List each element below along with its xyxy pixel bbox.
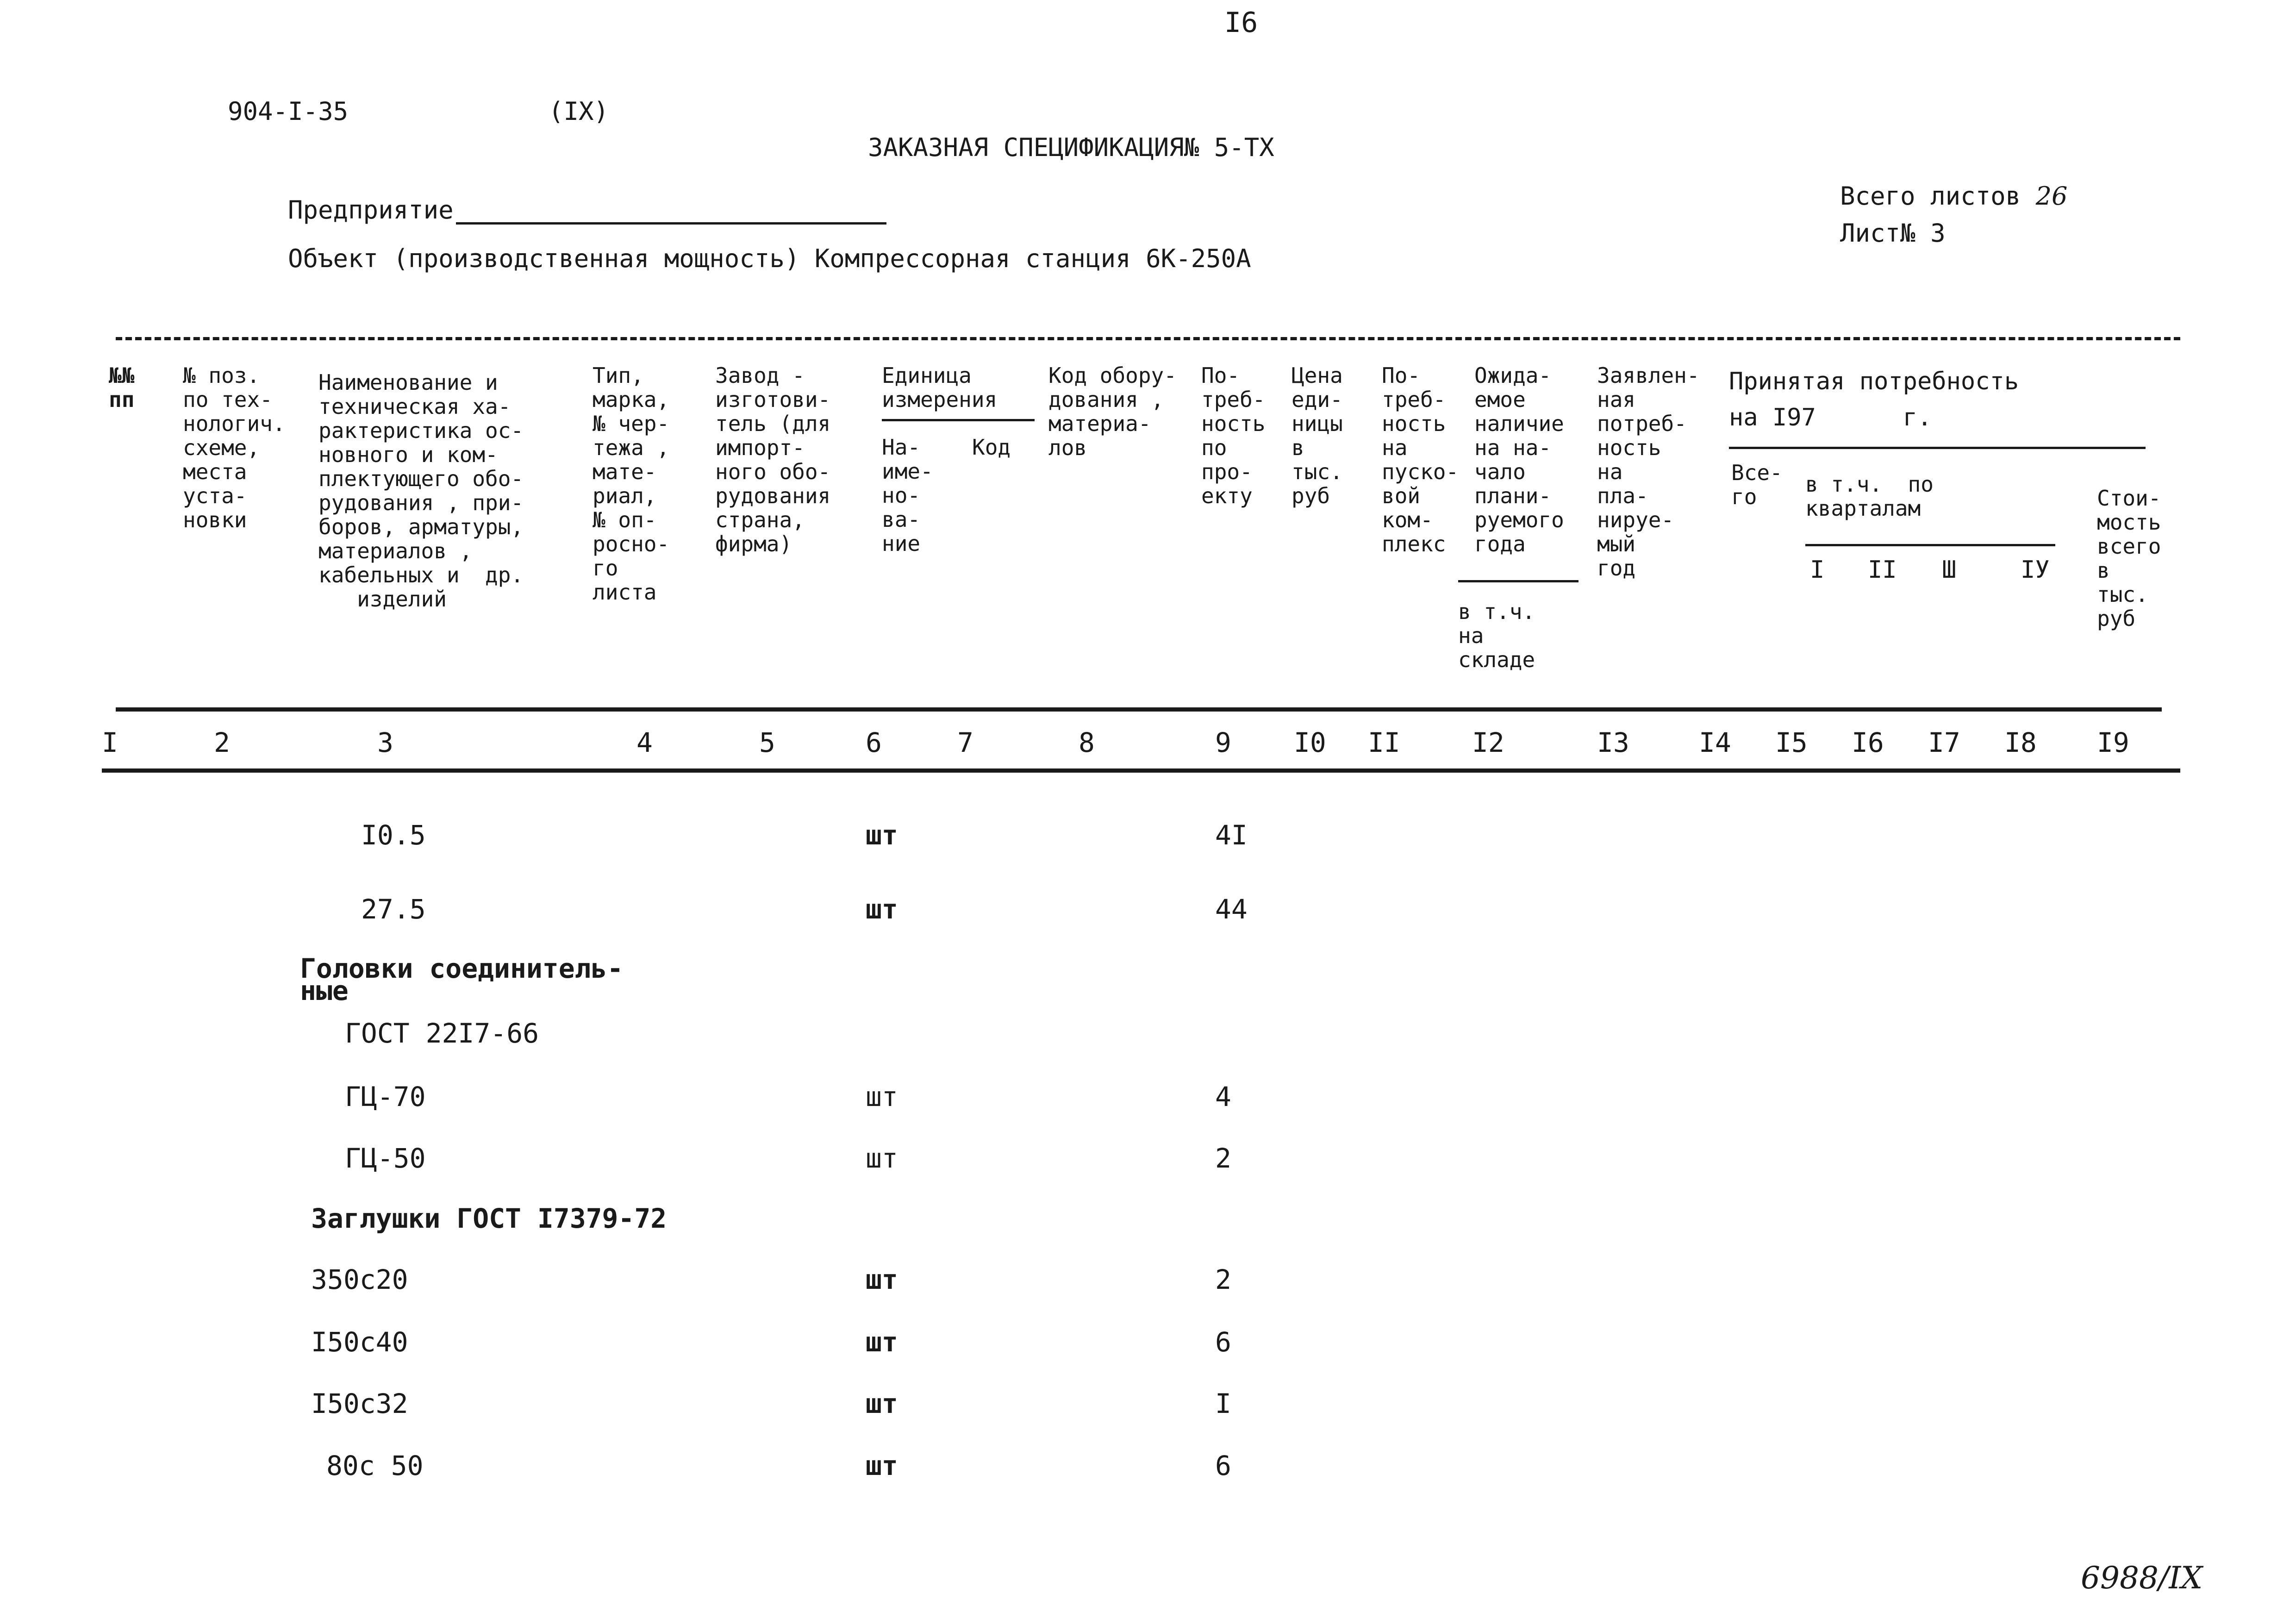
column-number: 6 bbox=[866, 727, 882, 758]
col-11-header: По- треб- ность на пуско- вой ком- плекс bbox=[1382, 363, 1459, 556]
item-qty: 4 bbox=[1215, 1081, 1231, 1112]
column-numbers-rule bbox=[102, 768, 2180, 773]
col-12-sub-rule bbox=[1458, 580, 1578, 582]
col-8-header: Код обору- дования , материа- лов bbox=[1048, 363, 1177, 460]
col-10-header: Цена еди- ницы в тыс. руб bbox=[1292, 363, 1343, 508]
item-name: I0.5 bbox=[361, 819, 426, 851]
sheets-total-label: Всего листов bbox=[1840, 181, 2021, 211]
item-name: Заглушки ГОСТ I7379-72 bbox=[311, 1203, 667, 1234]
quarter-1-header: I bbox=[1810, 556, 1825, 584]
column-number: 3 bbox=[377, 727, 393, 758]
accepted-group-rule bbox=[1729, 447, 2146, 449]
col-9-header: По- треб- ность по про- екту bbox=[1201, 363, 1266, 508]
accepted-group-header: Принятая потребность на I97 г. bbox=[1729, 368, 2019, 431]
column-number: 4 bbox=[636, 727, 653, 758]
column-number: I bbox=[102, 727, 118, 758]
table-top-rule bbox=[116, 337, 2180, 340]
quarter-2-header: II bbox=[1868, 556, 1897, 584]
item-qty: 4I bbox=[1215, 819, 1248, 851]
column-number: I5 bbox=[1775, 727, 1808, 758]
quarter-4-header: IУ bbox=[2021, 556, 2050, 584]
item-name: ГЦ-50 bbox=[345, 1143, 426, 1174]
col-7-header: Код bbox=[972, 435, 1011, 460]
item-qty: 6 bbox=[1215, 1326, 1231, 1358]
quarter-3-header: Ш bbox=[1942, 556, 1957, 584]
col-6-header: На- име- но- ва- ние bbox=[882, 435, 933, 556]
column-number: I2 bbox=[1472, 727, 1504, 758]
item-unit: шт bbox=[866, 1450, 898, 1481]
col-12-sub-header: в т.ч. на складе bbox=[1458, 599, 1535, 672]
sheets-total-value: 26 bbox=[2035, 181, 2068, 211]
enterprise-label: Предприятие bbox=[288, 195, 454, 225]
col-67-group-header: Единица измерения bbox=[882, 363, 998, 412]
col-14-header: Все- го bbox=[1731, 460, 1783, 509]
item-name: 350с20 bbox=[311, 1264, 408, 1295]
sheet-label: Лист№ bbox=[1840, 219, 1915, 248]
item-unit: шт bbox=[866, 1326, 898, 1358]
col-3-header: Наименование и техническая ха- рактеристика ос- новного и ком- плектующего обо- рудования , при- боров, арматуры, материалов , кабельных и др. изделий bbox=[318, 370, 524, 612]
column-number: I6 bbox=[1852, 727, 1884, 758]
column-number: I3 bbox=[1597, 727, 1629, 758]
doc-title: ЗАКАЗНАЯ СПЕЦИФИКАЦИЯ№ 5-ТХ bbox=[868, 133, 1274, 162]
col-19-header: Стои- мость всего в тыс. руб bbox=[2097, 486, 2161, 631]
quarters-rule bbox=[1805, 544, 2055, 546]
page-number: I6 bbox=[1224, 6, 1258, 39]
item-qty: 2 bbox=[1215, 1264, 1231, 1295]
enterprise-underline bbox=[456, 222, 886, 225]
item-name: 80с 50 bbox=[326, 1450, 424, 1481]
col-2-header: № поз. по тех- нологич. схеме, места уста- новки bbox=[183, 363, 286, 532]
item-qty: 44 bbox=[1215, 893, 1248, 925]
item-name: 27.5 bbox=[361, 893, 426, 925]
column-number: I9 bbox=[2097, 727, 2129, 758]
col-5-header: Завод - изготови- тель (для импорт- ного обо- рудования страна, фирма) bbox=[715, 363, 831, 556]
header-bottom-rule bbox=[116, 707, 2162, 712]
column-number: 9 bbox=[1215, 727, 1231, 758]
col-13-header: Заявлен- ная потреб- ность на пла- нируе- мый год bbox=[1597, 363, 1700, 581]
item-unit: шт bbox=[866, 1388, 898, 1419]
item-name: ГЦ-70 bbox=[345, 1081, 426, 1112]
item-unit: шт bbox=[866, 893, 898, 925]
footer-inventory-code: 6988/IX bbox=[2081, 1560, 2203, 1596]
item-unit: шт bbox=[866, 819, 898, 851]
item-name: I50с40 bbox=[311, 1326, 408, 1358]
object-line: Объект (производственная мощность) Компрессорная станция 6К-250А bbox=[288, 244, 1251, 273]
sheets-total bbox=[1840, 183, 2067, 210]
column-number: II bbox=[1368, 727, 1400, 758]
item-name: ГОСТ 22I7-66 bbox=[345, 1018, 539, 1049]
column-number: 8 bbox=[1079, 727, 1095, 758]
sheet-value: 3 bbox=[1930, 219, 1946, 248]
col-1-header: №№ пп bbox=[109, 363, 135, 412]
doc-code: 904-I-35 bbox=[228, 97, 349, 126]
column-number: I8 bbox=[2004, 727, 2037, 758]
item-qty: 6 bbox=[1215, 1450, 1231, 1481]
column-number: 5 bbox=[759, 727, 775, 758]
item-unit: шт bbox=[866, 1081, 898, 1112]
item-qty: I bbox=[1215, 1388, 1231, 1419]
column-number: 2 bbox=[214, 727, 230, 758]
column-number: 7 bbox=[957, 727, 973, 758]
item-unit: шт bbox=[866, 1264, 898, 1295]
column-number: I7 bbox=[1928, 727, 1960, 758]
col-4-header: Тип, марка, № чер- тежа , мате- риал, № оп- росно- го листа bbox=[593, 363, 670, 605]
unit-group-rule bbox=[882, 419, 1035, 421]
column-number: I0 bbox=[1294, 727, 1326, 758]
item-unit: шт bbox=[866, 1143, 898, 1174]
item-qty: 2 bbox=[1215, 1143, 1231, 1174]
column-number: I4 bbox=[1699, 727, 1731, 758]
sheet-number bbox=[1840, 220, 1946, 247]
item-name: I50с32 bbox=[311, 1388, 408, 1419]
col-12-header: Ожида- емое наличие на на- чало плани- руемого года bbox=[1474, 363, 1564, 556]
item-name: Головки соединитель- ные bbox=[300, 953, 624, 1006]
doc-part: (IX) bbox=[549, 97, 609, 126]
quarters-label: в т.ч. по кварталам bbox=[1805, 472, 1934, 521]
